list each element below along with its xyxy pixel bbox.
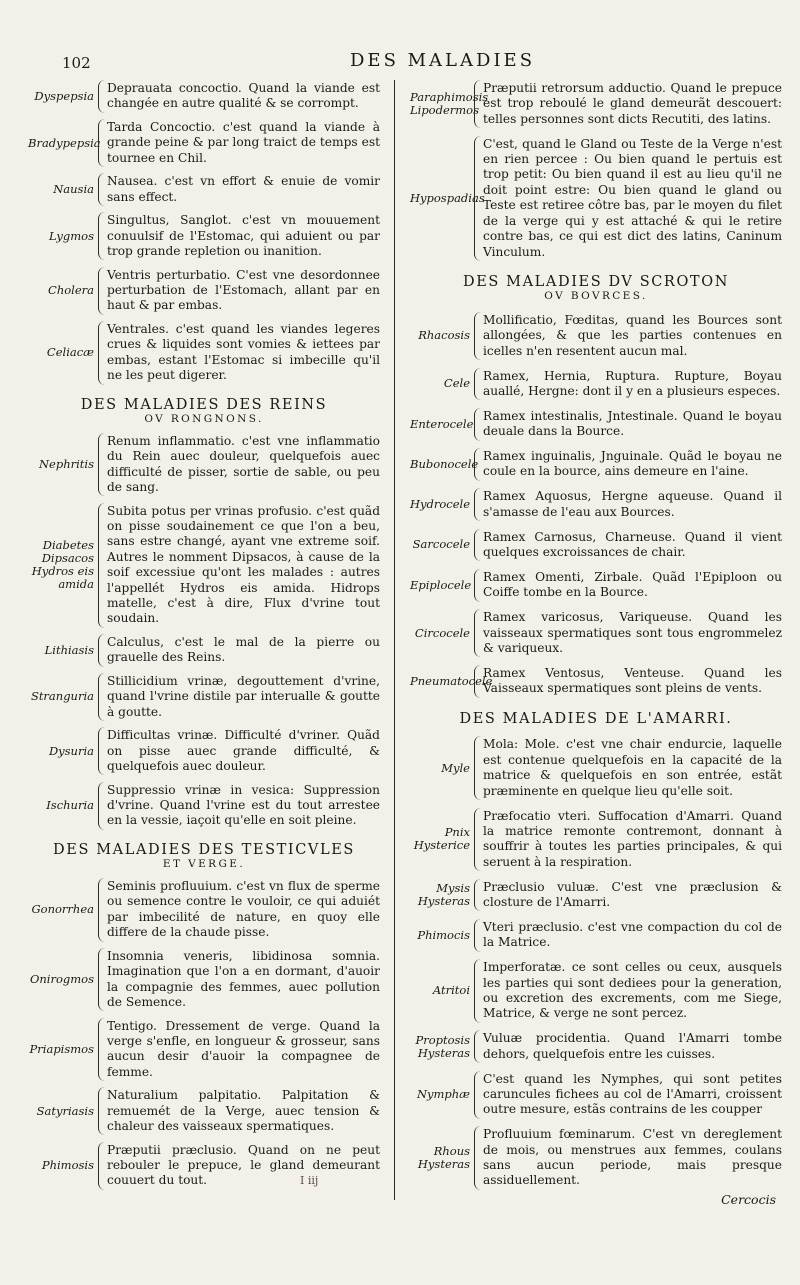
entry-term: Lygmos: [48, 228, 94, 243]
entry-definition: Seminis profluuium. c'est vn flux de sperme ou semence contre le vouloir, ce qui aduiét par imbecilité de nature, en quoy elle differe de la chaude pisse.: [98, 878, 380, 942]
entry-definition: Ramex Carnosus, Charneuse. Quand il vient quelques excroissances de chair.: [474, 529, 782, 562]
entry-definition: Præfocatio vteri. Suffocation d'Amarri. Quand la matrice remonte contremont, donnant à souffrir à toutes les parties principales, & qui seruent à la respiration.: [474, 808, 782, 872]
entry-term: Nephritis: [38, 457, 94, 472]
entry-definition: Præputii præclusio. Quand on ne peut rebouler le prepuce, le gland demeurant couuert du tout.: [98, 1142, 380, 1190]
entry-term: Rhacosis: [418, 328, 470, 343]
glossary-entry: [28, 503, 380, 628]
entry-term: Rhous Hysteras: [417, 1144, 470, 1171]
entry-term: Proptosis Hysteras: [415, 1032, 470, 1060]
glossary-entry: [28, 80, 380, 113]
glossary-entry: [410, 529, 782, 562]
glossary-entry: [410, 1071, 782, 1119]
glossary-entry: [410, 919, 782, 952]
entry-term: Mysis Hysteras: [417, 881, 470, 909]
section-heading: [28, 842, 380, 870]
entry-definition: Calculus, c'est le mal de la pierre ou grauelle des Reins.: [98, 634, 380, 667]
entry-definition: Difficultas vrinæ. Difficulté d'vriner. Quãd on pisse auec grande difficulté, & quelquefois auec douleur.: [98, 727, 380, 775]
entry-term: Atritoi: [432, 983, 470, 998]
glossary-entry: [28, 1142, 380, 1190]
entry-definition: Præputii retrorsum adductio. Quand le prepuce est trop reboulé le gland demeurãt descouert: telles personnes sont dicts Recutiti, des latins.: [474, 80, 782, 128]
glossary-entry: [28, 212, 380, 260]
glossary-entry: [410, 80, 782, 128]
section-heading-title: DES MALADIES DE L'AMARRI.: [459, 711, 733, 728]
entry-definition: Mola: Mole. c'est vne chair endurcie, laquelle est contenue quelquefois en la capacité de la matrice & quelquefois en son entrée, estãt præminente en quelque lieu qu'elle soit.: [474, 736, 782, 800]
entry-term: Nausia: [53, 182, 94, 197]
entry-definition: Vuluæ procidentia. Quand l'Amarri tombe dehors, quelquefois entre les cuisses.: [474, 1030, 782, 1063]
entry-term: Phimocis: [417, 927, 470, 942]
glossary-entry: [28, 119, 380, 167]
entry-definition: Ramex Aquosus, Hergne aqueuse. Quand il s'amasse de l'eau aux Bources.: [474, 488, 782, 521]
section-heading: [410, 711, 782, 727]
entry-term: Bubonocele: [410, 456, 479, 471]
glossary-entry: [28, 673, 380, 721]
glossary-entry: [410, 879, 782, 912]
entry-definition: Naturalium palpitatio. Palpitation & remuemét de la Verge, auec tension & chaleur des vaisseaux spermatiques.: [98, 1087, 380, 1135]
glossary-entry: [410, 1030, 782, 1063]
entry-term: Priapismos: [29, 1041, 94, 1056]
entry-term: Nymphæ: [416, 1087, 470, 1102]
entry-definition: Suppressio vrinæ in vesica: Suppression d'vrine. Quand l'vrine est du tout arrestee en la vessie, iaçoit qu'elle en soit pleine.: [98, 782, 380, 830]
entry-definition: Singultus, Sanglot. c'est vn mouuement conuulsif de l'Estomac, qui aduient ou par trop grande repletion ou inanition.: [98, 212, 380, 260]
entry-term: Circocele: [414, 625, 470, 640]
entry-definition: Ramex intestinalis, Jntestinale. Quand le boyau deuale dans la Bource.: [474, 408, 782, 441]
section-heading-subtitle: OV BOVRCES.: [544, 290, 648, 303]
glossary-entry: [28, 1087, 380, 1135]
entry-term: Gonorrhea: [31, 902, 94, 917]
entry-term: Bradypepsia: [28, 135, 101, 150]
entry-definition: Ramex Ventosus, Venteuse. Quand les Vaisseaux spermatiques sont pleins de vents.: [474, 665, 782, 698]
glossary-entry: [28, 173, 380, 206]
entry-term: Cholera: [48, 283, 94, 298]
entry-term: Stranguria: [30, 689, 94, 704]
entry-definition: Ramex inguinalis, Jnguinale. Quãd le boyau ne coule en la bource, ains demeure en l'aine.: [474, 448, 782, 481]
right-column: [410, 80, 782, 1190]
section-heading-title: DES MALADIES DV SCROTON: [463, 274, 729, 291]
entry-definition: Nausea. c'est vn effort & enuie de vomir sans effect.: [98, 173, 380, 206]
entry-term: Satyriasis: [36, 1103, 94, 1118]
entry-term: Onirogmos: [29, 972, 94, 987]
entry-definition: Insomnia veneris, libidinosa somnia. Imagination que l'on a en dormant, d'auoir la compagnie des femmes, auec pollution de Semence.: [98, 948, 380, 1012]
glossary-entry: [410, 665, 782, 698]
glossary-entry: [410, 136, 782, 261]
catchword: Cercocis: [721, 1192, 776, 1207]
glossary-entry: [410, 736, 782, 800]
glossary-entry: [28, 433, 380, 497]
entry-definition: Ventrales. c'est quand les viandes legeres crues & liquides sont vomies & iettees par embas, estant l'Estomac si imbecille qu'il ne les peut digerer.: [98, 321, 380, 385]
left-column: [28, 80, 380, 1190]
entry-term: Hydrocele: [410, 497, 471, 512]
entry-definition: Profluuium fœminarum. C'est vn dereglement de mois, ou menstrues aux femmes, coulans sans aucun periode, mais presque assiduellement.: [474, 1126, 782, 1190]
glossary-entry: [28, 634, 380, 667]
page-number: 102: [62, 54, 91, 72]
entry-term: Diabetes Dipsacos Hydros eis amida: [31, 538, 94, 592]
entry-definition: Ramex Omenti, Zirbale. Quãd l'Epiploon ou Coiffe tombe en la Bource.: [474, 569, 782, 602]
entry-definition: C'est quand les Nymphes, qui sont petites caruncules fichees au col de l'Amarri, croissent outre mesure, estãs contrains de les coupper: [474, 1071, 782, 1119]
entry-definition: Tarda Concoctio. c'est quand la viande à grande peine & par long traict de temps est tournee en Chil.: [98, 119, 380, 167]
section-heading-title: DES MALADIES DES REINS: [80, 396, 328, 413]
glossary-entry: [28, 321, 380, 385]
glossary-entry: [28, 782, 380, 830]
page-header: [40, 50, 770, 80]
glossary-entry: [28, 727, 380, 775]
glossary-entry: [410, 488, 782, 521]
entry-definition: Vteri præclusio. c'est vne compaction du col de la Matrice.: [474, 919, 782, 952]
entry-definition: Mollificatio, Fœditas, quand les Bources sont allongées, & que les parties contenues en icelles n'en resentent aucun mal.: [474, 312, 782, 360]
entry-term: Dyspepsia: [34, 88, 94, 103]
entry-term: Dysuria: [48, 743, 94, 758]
section-heading-subtitle: OV RONGNONS.: [144, 412, 264, 425]
section-heading: [28, 397, 380, 425]
glossary-entry: [28, 1018, 380, 1082]
entry-definition: Ramex, Hernia, Ruptura. Rupture, Boyau auallé, Hergne: dont il y en a plusieurs especes.: [474, 368, 782, 401]
section-heading-title: DES MALADIES DES TESTICVLES: [53, 841, 355, 858]
entry-term: Hypospadias: [410, 190, 485, 205]
entry-definition: Præclusio vuluæ. C'est vne præclusion & closture de l'Amarri.: [474, 879, 782, 912]
entry-definition: Renum inflammatio. c'est vne inflammatio du Rein auec douleur, quelquefois auec difficulté de pisser, sortie de sable, ou peu de sang.: [98, 433, 380, 497]
entry-term: Epiplocele: [410, 577, 472, 592]
entry-term: Celiacæ: [46, 345, 94, 360]
entry-term: Phimosis: [41, 1158, 94, 1173]
entry-term: Enterocele: [410, 416, 474, 431]
entry-definition: Deprauata concoctio. Quand la viande est changée en autre qualité & se corrompt.: [98, 80, 380, 113]
entry-definition: Subita potus per vrinas profusio. c'est quãd on pisse soudainement ce que l'on a beu, sans estre changé, ayant vne extreme soif. Autres le nomment Dipsacos, à cause de la soif excessiue qu'ont les malades : autres l'appellét Hydros eis amida. Hidrops matelle, c'est à dire, Flux d'vrine tout soudain.: [98, 503, 380, 628]
entry-term: Paraphimosis Lipodermos: [410, 90, 489, 118]
entry-definition: Stillicidium vrinæ, degouttement d'vrine, quand l'vrine distile par interualle & goutte à goutte.: [98, 673, 380, 721]
glossary-entry: [410, 408, 782, 441]
entry-term: Ischuria: [46, 798, 94, 813]
entry-definition: Tentigo. Dressement de verge. Quand la verge s'enfle, en longueur & grosseur, sans aucun desir d'auoir la compagnee de femme.: [98, 1018, 380, 1082]
entry-term: Sarcocele: [412, 537, 470, 552]
glossary-entry: [410, 609, 782, 657]
entry-term: Pnix Hysterice: [413, 825, 470, 853]
entry-term: Myle: [441, 760, 470, 775]
glossary-entry: [28, 878, 380, 942]
entry-term: Pneumatocele: [410, 673, 493, 688]
glossary-entry: [28, 267, 380, 315]
glossary-entry: [410, 312, 782, 360]
glossary-entry: [410, 808, 782, 872]
glossary-entry: [410, 368, 782, 401]
signature-mark: I iij: [300, 1174, 319, 1187]
glossary-entry: [410, 1126, 782, 1190]
column-divider: [394, 80, 395, 1200]
running-title: DES MALADIES: [350, 50, 536, 71]
glossary-entry: [410, 448, 782, 481]
entry-definition: Imperforatæ. ce sont celles ou ceux, ausquels les parties qui sont dediees pour la generation, ou excretion des excrements, com me Siege, Matrice, & verge ne sont percez.: [474, 959, 782, 1023]
glossary-entry: [28, 948, 380, 1012]
glossary-entry: [410, 959, 782, 1023]
entry-definition: C'est, quand le Gland ou Teste de la Verge n'est en rien percee : Ou bien quand le pertuis est trop petit: Ou bien quand il est au lieu qu'il ne doit point estre: Ou bien quand le gland ou Teste est retiree côtre bas, par le moyen du filet de la verge qui y est attaché & qui le retire contre bas, ce qui est dict des latins, Caninum Vinculum.: [474, 136, 782, 261]
section-heading-subtitle: ET VERGE.: [162, 857, 246, 870]
section-heading: [410, 274, 782, 302]
entry-term: Cele: [443, 376, 470, 391]
entry-definition: Ramex varicosus, Variqueuse. Quand les vaisseaux spermatiques sont tous engrommelez & variqueux.: [474, 609, 782, 657]
glossary-entry: [410, 569, 782, 602]
entry-definition: Ventris perturbatio. C'est vne desordonnee perturbation de l'Estomach, allant par en haut & par embas.: [98, 267, 380, 315]
entry-term: Lithiasis: [44, 642, 94, 657]
